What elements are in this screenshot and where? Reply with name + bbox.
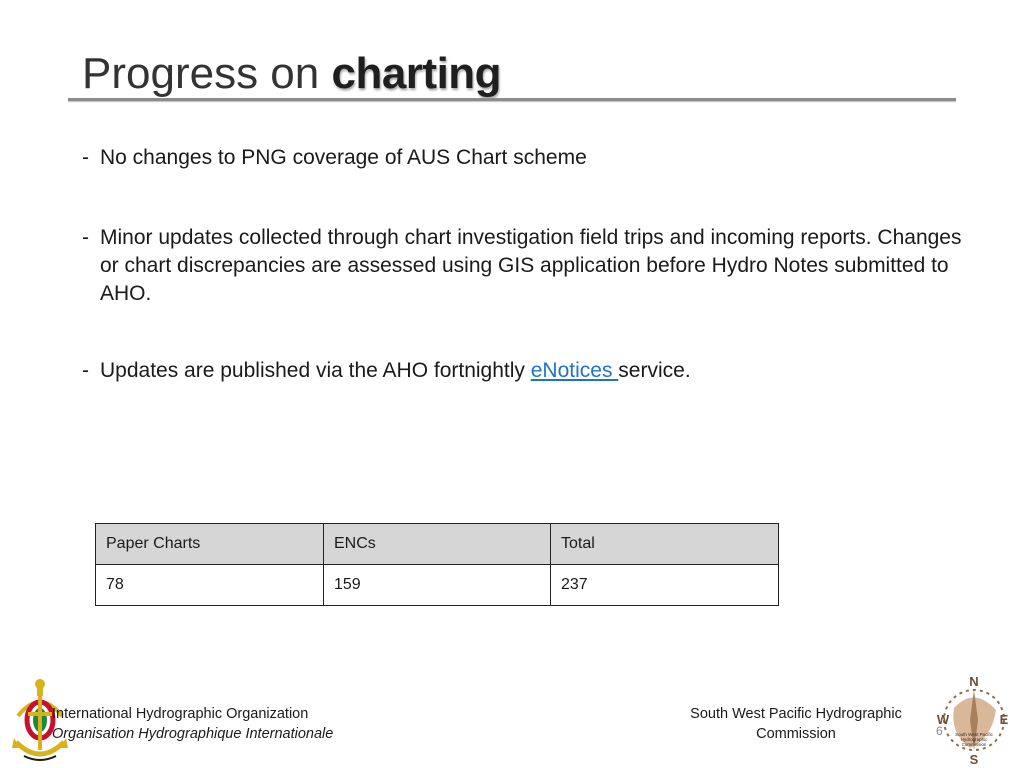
table-header-cell: ENCs <box>324 524 551 565</box>
table-header-cell: Paper Charts <box>96 524 324 565</box>
bullet-item <box>82 224 962 308</box>
compass-w-label: W <box>936 712 950 727</box>
footer-left <box>52 704 333 744</box>
title-prefix: Progress on <box>82 49 332 98</box>
compass-label-3: Commission <box>961 742 987 747</box>
bullet-item <box>82 357 962 385</box>
table-header-row <box>96 524 779 565</box>
title-divider <box>68 98 956 101</box>
page-number: 6 <box>936 724 943 738</box>
enotices-link[interactable]: eNotices <box>530 359 619 382</box>
page-title <box>82 46 501 102</box>
bullet-item <box>82 144 962 172</box>
bullet-text <box>100 357 962 385</box>
bullet-text: No changes to PNG coverage of AUS Chart scheme <box>100 146 587 169</box>
compass-n-label: N <box>969 674 979 689</box>
footer-commission-line2: Commission <box>756 726 836 742</box>
compass-s-label: S <box>969 752 979 766</box>
swphc-compass-logo <box>934 672 1012 766</box>
compass-label-2: Hydrographic <box>960 737 988 742</box>
bullet-text-before: Updates are published via the AHO fortnightly <box>100 359 531 382</box>
bullet-dash: - <box>82 226 89 249</box>
footer-commission-line1: South West Pacific Hydrographic <box>690 706 902 722</box>
charting-summary-table <box>95 523 779 606</box>
bullet-text: Minor updates collected through chart investigation field trips and incoming reports. Changes or chart discrepancies are assessed using GIS application before Hydro Notes submitted to AHO. <box>100 226 962 305</box>
compass-label-1: South West Pacific <box>955 732 993 737</box>
table-cell: 159 <box>324 565 551 606</box>
table-cell: 237 <box>551 565 779 606</box>
compass-e-label: E <box>999 712 1009 727</box>
bullet-dash: - <box>82 359 89 382</box>
footer-org-fr: Organisation Hydrographique Internationale <box>52 726 334 742</box>
table-cell: 78 <box>96 565 324 606</box>
bullet-text-after: service. <box>618 359 691 382</box>
footer-right <box>672 704 920 744</box>
table-row <box>96 565 779 606</box>
bullet-dash: - <box>82 146 89 169</box>
table-header-cell: Total <box>551 524 779 565</box>
title-highlight: charting <box>331 49 502 98</box>
footer-org-en: International Hydrographic Organization <box>52 706 309 722</box>
